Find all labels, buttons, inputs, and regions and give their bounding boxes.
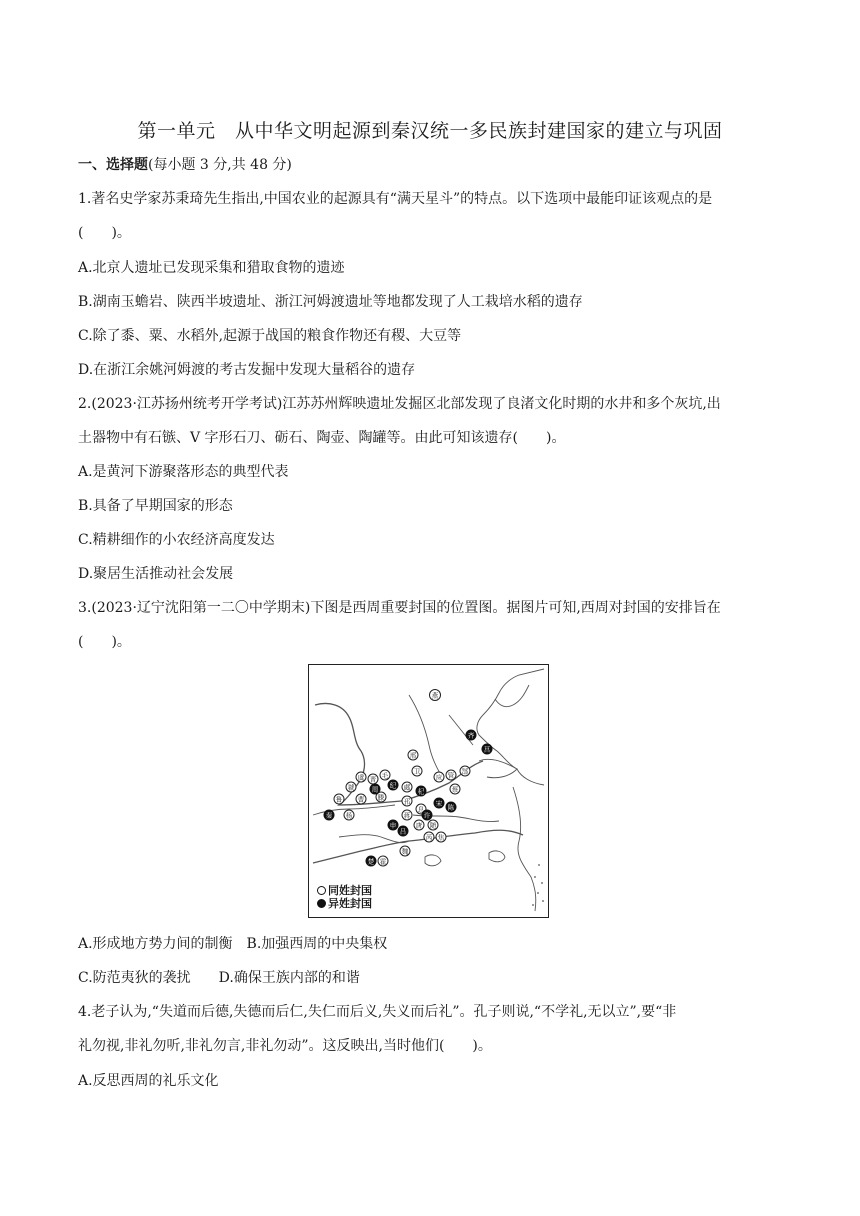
state-label: 齐 [467, 731, 475, 740]
q2-option-c: C.精耕细作的小农经济高度发达 [78, 532, 275, 548]
state-label: 许 [423, 811, 431, 820]
legend-other-surname-label: 异姓封国 [328, 897, 372, 910]
state-label: 管 [447, 771, 455, 780]
state-label: 唐 [415, 821, 423, 830]
q3-stem-line1: 3.(2023·辽宁沈阳第一二〇中学期末)下图是西周重要封国的位置图。据图片可知,西周对封国的安排旨在 [78, 600, 721, 616]
map-legend [317, 884, 372, 910]
q4-stem-line1: 4.老子认为,“失道而后德,失德而后仁,失仁而后义,失义而后礼”。孔子则说,“不学礼,无以立”,要“非 [78, 1004, 677, 1020]
state-label: 滕 [377, 793, 385, 802]
q4-stem-line2: 礼勿视,非礼勿听,非礼勿言,非礼勿动”。这反映出,当时他们( )。 [78, 1038, 492, 1054]
state-label: 随 [429, 821, 437, 830]
state-label: 蒋 [403, 811, 411, 820]
lake [489, 851, 505, 862]
state-label: 蔡 [451, 785, 459, 794]
q3-options-ab: A.形成地方势力间的制衡 B.加强西周的中央集权 [78, 936, 388, 952]
filled-circle-icon [317, 899, 326, 908]
state-label: 虞 [357, 773, 365, 782]
state-label: 郜 [461, 767, 469, 776]
state-label: 虢 [347, 783, 355, 792]
legend-other-surname [317, 897, 372, 910]
state-label: 邢 [409, 751, 417, 760]
state-label: 息 [417, 805, 425, 814]
state-label: 宋 [435, 799, 443, 808]
q1-option-d: D.在浙江余姚河姆渡的考古发掘中发现大量稻谷的遗存 [78, 362, 416, 378]
state-label: 纪 [389, 781, 397, 790]
legend-same-surname [317, 884, 372, 897]
coastline [477, 669, 544, 785]
state-label: 莒 [483, 745, 491, 754]
state-label: 焦 [437, 833, 445, 842]
map-drawing [309, 665, 547, 916]
state-label: 秦 [325, 811, 333, 820]
coastline-south [513, 787, 536, 911]
q2-stem-line1: 2.(2023·江苏扬州统考开学考试)江苏苏州辉映遗址发掘区北部发现了良渚文化时期的水井和多个灰坑,出 [78, 396, 721, 412]
shandong-peninsula [479, 759, 517, 777]
q2-option-d: D.聚居生活推动社会发展 [78, 566, 234, 582]
q3-options-cd: C.防范夷狄的袭扰 D.确保王族内部的和谐 [78, 970, 360, 986]
state-label: 陈 [447, 803, 455, 812]
q2-stem-line2: 土器物中有石镞、V 字形石刀、砺石、陶壶、陶罐等。由此可知该遗存( )。 [78, 430, 566, 446]
state-label: 晋 [369, 775, 377, 784]
state-label: 芮 [425, 833, 433, 842]
state-label: 毛 [381, 771, 389, 780]
state-label: 霍 [379, 857, 387, 866]
q4-option-a: A.反思西周的礼乐文化 [78, 1073, 219, 1089]
section-heading [78, 156, 788, 174]
yangtze-river [313, 830, 523, 866]
q2-option-b: B.具备了早期国家的形态 [78, 498, 233, 514]
section-heading-label: 一、选择题 [78, 157, 148, 173]
q1-option-b: B.湖南玉蟾岩、陕西半坡遗址、浙江河姆渡遗址等地都发现了人工栽培水稻的遗存 [78, 294, 583, 310]
hollow-circle-icon [317, 886, 326, 895]
state-label: 杞 [417, 787, 425, 796]
q2-option-a: A.是黄河下游聚落形态的典型代表 [78, 464, 289, 480]
han-river [339, 835, 409, 843]
state-label: 应 [435, 773, 443, 782]
state-label: 吕 [399, 827, 407, 836]
state-label: 楚 [367, 857, 375, 866]
page-title: 第一单元 从中华文明起源到秦汉统一多民族封建国家的建立与巩固 [137, 120, 723, 142]
state-label: 邘 [403, 797, 411, 806]
state-label: 卫 [413, 767, 421, 776]
q1-stem-line1: 1.著名史学家苏秉琦先生指出,中国农业的起源具有“满天星斗”的特点。以下选项中最能印证该观点的是 [78, 191, 713, 207]
state-label: 周 [371, 785, 379, 794]
q1-option-a: A.北京人遗址已发现采集和猎取食物的遗迹 [78, 260, 345, 276]
q1-stem-line2: ( )。 [78, 225, 131, 241]
state-label: 鲁 [335, 795, 343, 804]
legend-same-surname-label: 同姓封国 [328, 884, 372, 897]
state-label: 申 [389, 821, 397, 830]
lake-dongting [425, 855, 441, 866]
state-label: 郕 [403, 783, 411, 792]
state-label: 燕 [431, 691, 439, 700]
q1-option-c: C.除了黍、粟、水稻外,起源于战国的粮食作物还有稷、大豆等 [78, 328, 462, 344]
peninsula [495, 685, 529, 707]
section-scoring-note: (每小题 3 分,共 48 分) [148, 157, 292, 173]
state-label: 杨 [345, 811, 353, 820]
q3-stem-line2: ( )。 [78, 634, 131, 650]
state-label: 曹 [357, 795, 365, 804]
western-zhou-fiefs-map [308, 664, 549, 918]
state-label: 魏 [401, 847, 409, 856]
northern-river [409, 695, 441, 775]
